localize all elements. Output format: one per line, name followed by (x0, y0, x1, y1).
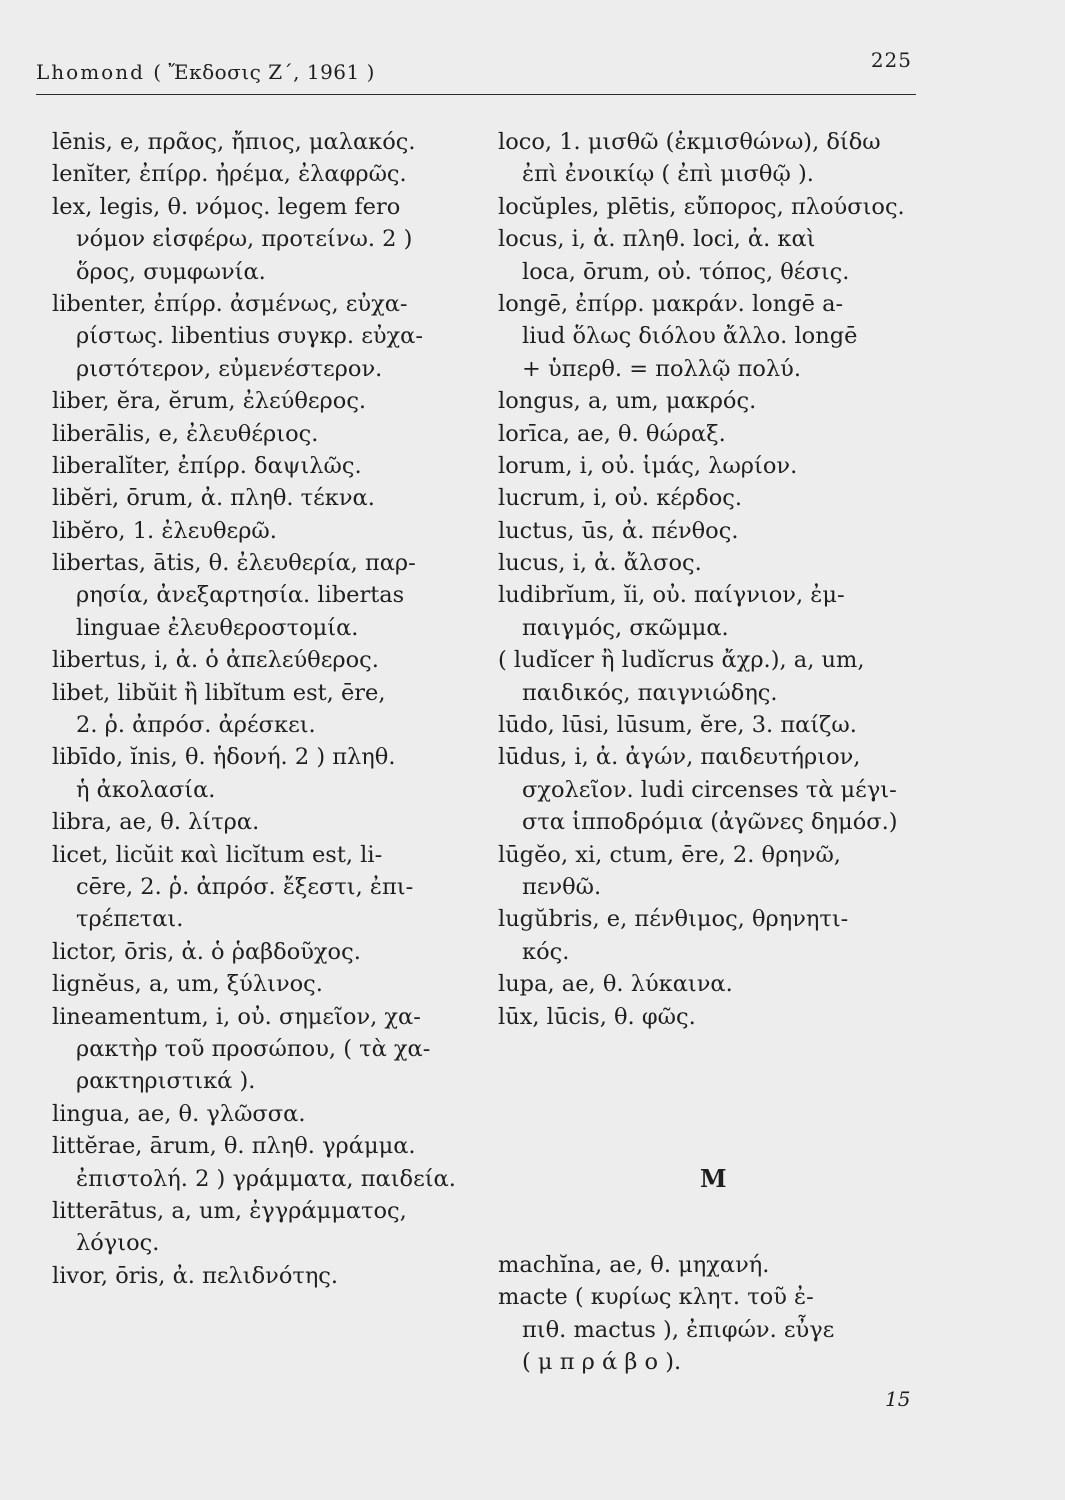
dictionary-line: ρίστως. libentius συγκρ. εὐχα- (76, 323, 423, 350)
running-title (36, 60, 375, 84)
dictionary-line: lupa, ae, θ. λύκαινα. (498, 971, 733, 998)
dictionary-line: libertus, i, ἀ. ὁ ἀπελεύθερος. (52, 647, 379, 674)
dictionary-line: lugŭbris, e, πένθιμος, θρηνητι- (498, 906, 849, 933)
dictionary-line: litterātus, a, um, ἐγγράμματος, (52, 1197, 407, 1224)
dictionary-line: libĕri, ōrum, ἀ. πληθ. τέκνα. (52, 485, 375, 512)
dictionary-line: luctus, ūs, ἀ. πένθος. (498, 517, 739, 544)
dictionary-line: lingua, ae, θ. γλῶσσα. (52, 1100, 306, 1127)
dictionary-line: libenter, ἐπίρρ. ἀσμένως, εὐχα- (52, 290, 408, 317)
dictionary-line: lineamentum, i, οὐ. σημεῖον, χα- (52, 1003, 421, 1030)
dictionary-line: lorīca, ae, θ. θώραξ. (498, 420, 726, 447)
dictionary-line: liberālis, e, ἐλευθέριος. (52, 420, 319, 447)
dictionary-line: ἐπιστολή. 2 ) γράμματα, παιδεία. (76, 1165, 456, 1192)
right-column (498, 126, 928, 1033)
running-title-author: Lhomond (36, 60, 145, 84)
dictionary-line: σχολεῖον. ludi circenses τὰ μέγι- (522, 776, 897, 803)
dictionary-line: παιγμός, σκῶμμα. (522, 614, 729, 641)
dictionary-line: lignĕus, a, um, ξύλινος. (52, 971, 323, 998)
dictionary-line: ὅρος, συμφωνία. (76, 258, 266, 285)
dictionary-line: lūdo, lūsi, lūsum, ĕre, 3. παίζω. (498, 712, 857, 739)
dictionary-line: libertas, ātis, θ. ἐλευθερία, παρ- (52, 550, 416, 577)
left-column (52, 126, 472, 1292)
dictionary-line: ριστότερον, εὐμενέστερον. (76, 355, 383, 382)
dictionary-line: loca, ōrum, οὐ. τόπος, θέσις. (522, 258, 850, 285)
dictionary-line: ρακτὴρ τοῦ προσώπου, ( τὰ χα- (76, 1035, 431, 1062)
dictionary-line: cēre, 2. ῥ. ἀπρόσ. ἔξεστι, ἐπι- (76, 873, 414, 900)
dictionary-line: longus, a, um, μακρός. (498, 388, 757, 415)
dictionary-line: lorum, i, οὐ. ἱμάς, λωρίον. (498, 452, 798, 479)
page-header (36, 48, 916, 95)
dictionary-line: libra, ae, θ. λίτρα. (52, 809, 260, 836)
dictionary-line: lūx, lūcis, θ. φῶς. (498, 1003, 696, 1030)
dictionary-line: locŭples, plētis, εὔπορος, πλούσιος. (498, 193, 905, 220)
dictionary-line: lex, legis, θ. νόμος. legem fero (52, 193, 401, 220)
dictionary-line: ἡ ἀκολασία. (76, 776, 216, 803)
dictionary-line: loco, 1. μισθῶ (ἐκμισθώνω), δίδω (498, 129, 881, 155)
dictionary-line: licet, licŭit καὶ licĭtum est, li- (52, 841, 383, 868)
section-heading-m: M (700, 1164, 727, 1193)
dictionary-line: ludibrĭum, ĭi, οὐ. παίγνιον, ἐμ- (498, 582, 845, 609)
dictionary-line: στα ἱπποδρόμια (ἀγῶνες δημόσ.) (522, 809, 898, 836)
right-column-section-m (498, 1249, 928, 1379)
dictionary-line: littĕrae, ārum, θ. πληθ. γράμμα. (52, 1133, 416, 1160)
dictionary-line: λόγιος. (76, 1230, 160, 1257)
dictionary-line: ἐπὶ ἐνοικίῳ ( ἐπὶ μισθῷ ). (522, 161, 814, 188)
dictionary-line: lucrum, i, οὐ. κέρδος. (498, 485, 742, 512)
dictionary-line: ( ludĭcer ἢ ludĭcrus ἄχρ.), a, um, (498, 647, 865, 674)
dictionary-line: lenĭter, ἐπίρρ. ἠρέμα, ἐλαφρῶς. (52, 161, 407, 188)
dictionary-line: machĭna, ae, θ. μηχανή. (498, 1252, 770, 1278)
dictionary-line: παιδικός, παιγνιώδης. (522, 679, 778, 706)
dictionary-line: lictor, ōris, ἀ. ὁ ῥαβδοῦχος. (52, 938, 361, 965)
dictionary-line: πενθῶ. (522, 873, 602, 900)
dictionary-line: lēnis, e, πρᾶος, ἤπιος, μαλακός. (52, 129, 416, 155)
dictionary-line: macte ( κυρίως κλητ. τοῦ ἐ- (498, 1284, 814, 1311)
dictionary-line: locus, i, ἀ. πληθ. loci, ἀ. καὶ (498, 226, 816, 253)
dictionary-line: liud ὅλως διόλου ἄλλο. longē (522, 323, 858, 350)
dictionary-line: libīdo, ĭnis, θ. ἡδονή. 2 ) πληθ. (52, 744, 396, 771)
dictionary-line: 2. ῥ. ἀπρόσ. ἀρέσκει. (76, 712, 316, 739)
dictionary-line: ρησία, ἀνεξαρτησία. libertas (76, 582, 405, 609)
dictionary-line: lūgĕo, xi, ctum, ēre, 2. θρηνῶ, (498, 841, 841, 868)
signature-number: 15 (885, 1387, 911, 1411)
dictionary-line: κός. (522, 938, 570, 965)
dictionary-line: libet, libŭit ἢ libĭtum est, ēre, (52, 679, 386, 706)
dictionary-line: πιθ. mactus ), ἐπιφών. εὖγε (522, 1316, 835, 1343)
dictionary-line: νόμον εἰσφέρω, προτείνω. 2 ) (76, 226, 413, 253)
page-number: 225 (870, 48, 912, 72)
dictionary-line: τρέπεται. (76, 906, 184, 933)
dictionary-line: liberalĭter, ἐπίρρ. δαψιλῶς. (52, 452, 362, 479)
dictionary-line: ρακτηριστικά ). (76, 1068, 256, 1095)
dictionary-line: liber, ĕra, ĕrum, ἐλεύθερος. (52, 388, 367, 415)
dictionary-line: lucus, i, ἀ. ἄλσος. (498, 550, 702, 577)
dictionary-line: lūdus, i, ἀ. ἀγών, παιδευτήριον, (498, 744, 861, 771)
dictionary-line: + ὑπερθ. = πολλῷ πολύ. (522, 355, 801, 382)
dictionary-line: livor, ōris, ἀ. πελιδνότης. (52, 1262, 339, 1289)
dictionary-line: longē, ἐπίρρ. μακράν. longē a- (498, 290, 844, 317)
dictionary-line: libĕro, 1. ἐλευθερῶ. (52, 517, 277, 544)
dictionary-line: ( μ π ρ ά β ο ). (522, 1349, 682, 1376)
running-title-edition: ( Ἔκδοσις Ζ΄, 1961 ) (153, 60, 375, 84)
dictionary-line: linguae ἐλευθεροστομία. (76, 614, 359, 641)
